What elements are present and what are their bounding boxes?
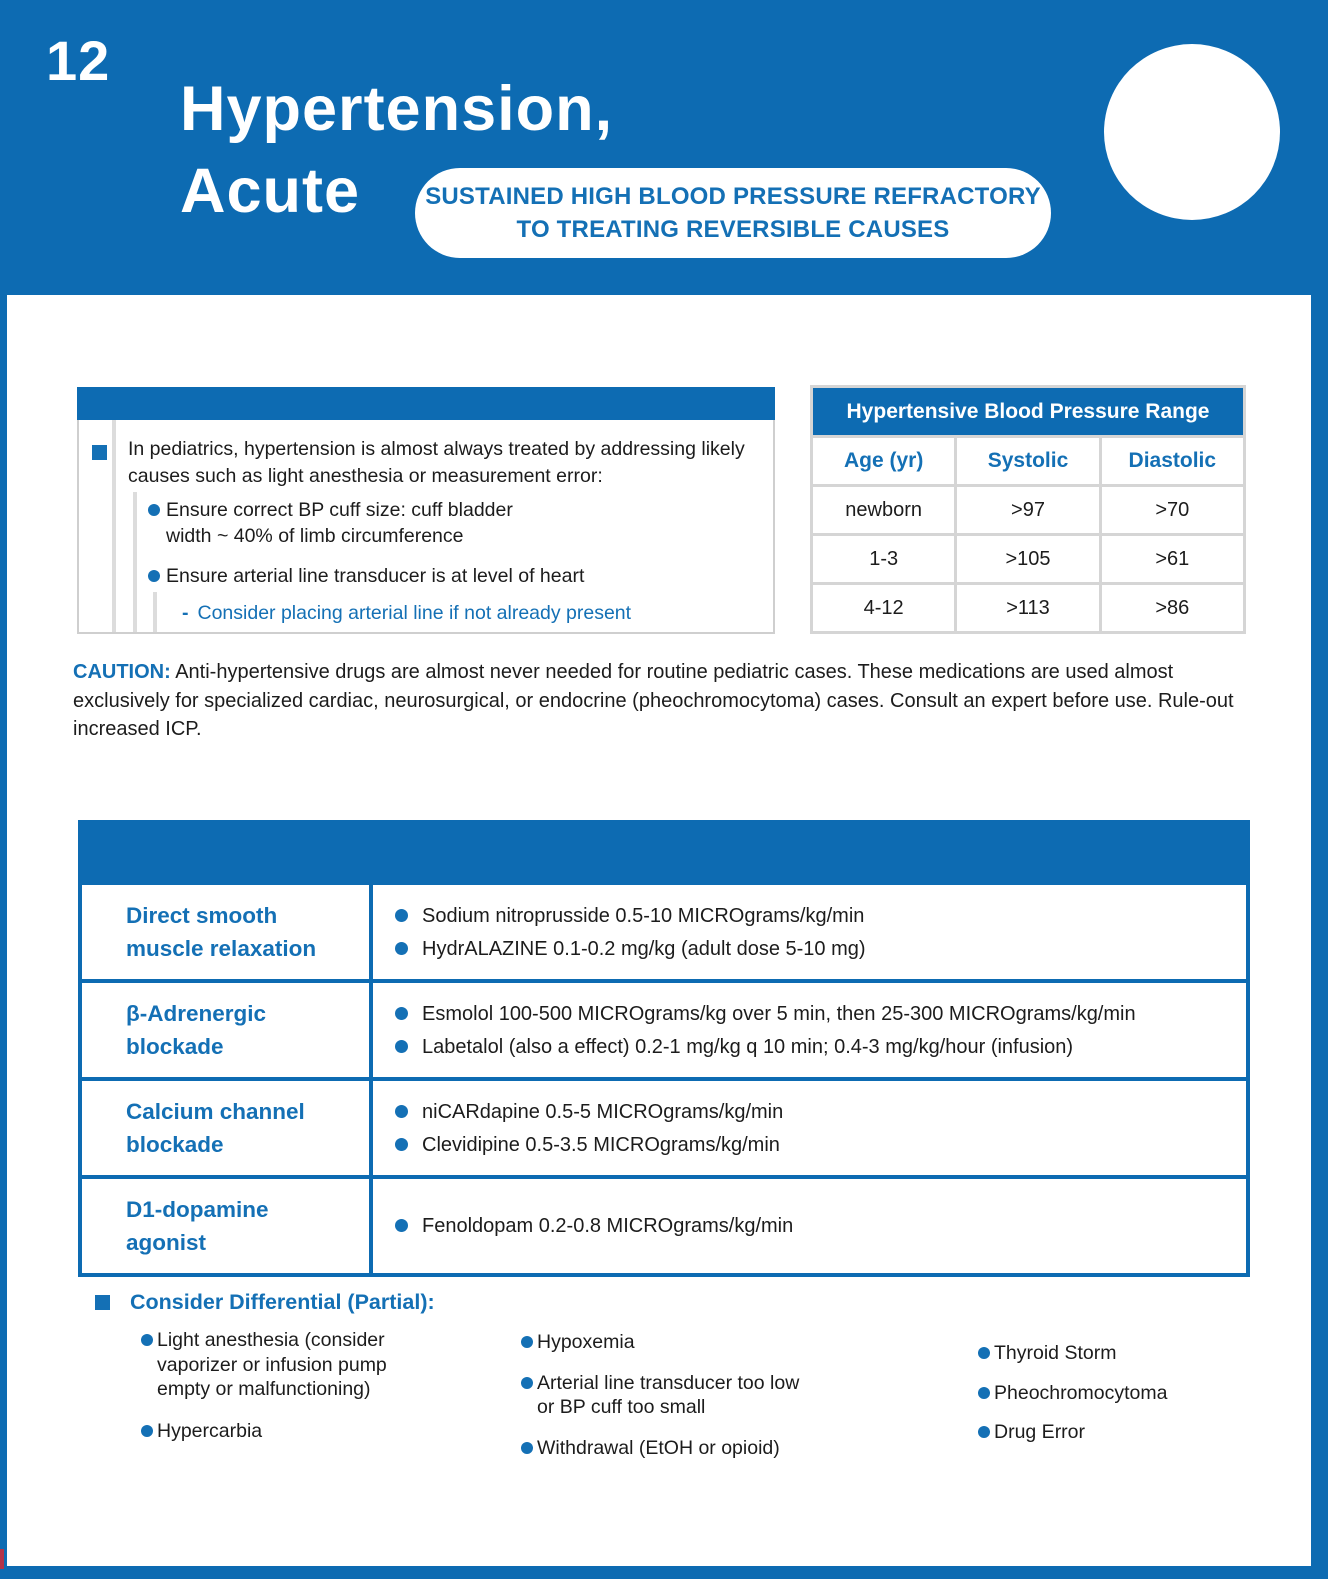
bullet-dot-icon — [521, 1377, 533, 1389]
header-band — [0, 0, 1328, 295]
bp-table-cell: >113 — [957, 585, 1098, 631]
bp-table-grid — [813, 438, 1243, 631]
bp-table-cell: >61 — [1102, 536, 1243, 582]
differential-item-text: Hypercarbia — [157, 1419, 263, 1442]
bullet-dot-icon — [521, 1336, 533, 1348]
intro-box-header-bar — [77, 387, 775, 420]
bullet-dot-icon — [521, 1442, 533, 1454]
caution-text: Anti-hypertensive drugs are almost never needed for routine pediatric cases. These medications are used almost exclusively for specialized cardiac, neurosurgical, or endocrine (pheochromocytoma) cases. Consult an expert before use. Rule-out increased ICP. — [73, 661, 1234, 740]
list-item — [978, 1341, 1258, 1366]
drug-text: Clevidipine 0.5-3.5 MICROgrams/kg/min — [422, 1133, 780, 1156]
list-item — [395, 1099, 1226, 1125]
table-row — [82, 979, 1246, 1077]
differential-column-1 — [141, 1328, 406, 1443]
list-item — [141, 1419, 406, 1444]
differential-column-3 — [978, 1341, 1258, 1445]
list-item — [141, 1328, 406, 1402]
differential-column-2 — [521, 1330, 811, 1460]
drug-text: Labetalol (also a effect) 0.2-1 mg/kg q 10 min; 0.4-3 mg/kg/hour (infusion) — [422, 1035, 1074, 1058]
drug-text: Sodium nitroprusside 0.5-10 MICROgrams/kg/min — [422, 904, 865, 927]
bullet-dot-icon — [395, 1219, 408, 1232]
indent-guide — [133, 492, 137, 632]
bp-col-header-age: Age (yr) — [813, 438, 954, 484]
bp-table-cell: >70 — [1102, 487, 1243, 533]
caution-label: CAUTION: — [73, 661, 171, 683]
drug-list — [373, 1179, 1246, 1273]
differential-item-text: Light anesthesia (consider vaporizer or infusion pump empty or malfunctioning) — [157, 1329, 387, 1400]
page-border-bottom — [0, 1566, 1328, 1579]
bp-table-cell: 4-12 — [813, 585, 954, 631]
indent-guide — [153, 592, 157, 632]
bp-col-header-diastolic: Diastolic — [1102, 438, 1243, 484]
bp-table-cell: >86 — [1102, 585, 1243, 631]
drug-table — [78, 820, 1250, 1277]
differential-item-text: Hypoxemia — [537, 1331, 635, 1353]
bullet-dot-icon — [978, 1426, 990, 1438]
bullet-dot-icon — [395, 942, 408, 955]
differential-item-text: Pheochromocytoma — [994, 1381, 1168, 1404]
red-tick-mark — [0, 1549, 4, 1569]
intro-box — [77, 387, 775, 634]
bp-table-cell: >105 — [957, 536, 1098, 582]
bullet-dot-icon — [978, 1387, 990, 1399]
sub-list-item — [182, 602, 631, 625]
drug-list — [373, 1081, 1246, 1175]
bullet-dot-icon — [141, 1334, 153, 1346]
bullet-dot-icon — [148, 504, 160, 516]
drug-text: Fenoldopam 0.2-0.8 MICROgrams/kg/min — [422, 1215, 794, 1237]
list-item — [395, 1034, 1226, 1060]
list-item — [148, 497, 513, 549]
differential-heading — [95, 1290, 435, 1315]
drug-category: Calcium channel blockade — [82, 1081, 373, 1175]
caution-paragraph — [73, 658, 1255, 744]
drug-category: D1-dopamine agonist — [82, 1179, 373, 1273]
list-item — [978, 1420, 1258, 1445]
drug-table-header-bar — [82, 824, 1246, 881]
list-item-line: Ensure correct BP cuff size: cuff bladder — [166, 499, 513, 521]
intro-box-body — [77, 420, 775, 634]
list-item — [395, 903, 1226, 929]
page-title-line1: Hypertension, — [180, 74, 614, 144]
bullet-dot-icon — [395, 1138, 408, 1151]
table-row — [82, 1175, 1246, 1273]
list-item — [395, 1213, 1226, 1239]
dash-bullet-icon: - — [182, 602, 189, 624]
bullet-dot-icon — [395, 1040, 408, 1053]
drug-category: β-Adrenergic blockade — [82, 983, 373, 1077]
page-border-right — [1311, 0, 1328, 1579]
differential-heading-text: Consider Differential (Partial): — [130, 1290, 435, 1314]
table-row — [82, 881, 1246, 979]
bp-range-table — [810, 385, 1246, 634]
drug-text: niCARdapine 0.5-5 MICROgrams/kg/min — [422, 1100, 784, 1123]
bullet-dot-icon — [395, 1105, 408, 1118]
page-number: 12 — [46, 29, 111, 92]
bp-col-header-systolic: Systolic — [957, 438, 1098, 484]
square-bullet-icon — [95, 1295, 110, 1310]
list-item-text — [166, 563, 584, 589]
subtitle-line2: TO TREATING REVERSIBLE CAUSES — [516, 216, 950, 243]
differential-item-text: Thyroid Storm — [994, 1342, 1117, 1364]
square-bullet-icon — [92, 445, 107, 460]
bp-table-cell: 1-3 — [813, 536, 954, 582]
page-border-left — [0, 0, 7, 1579]
drug-list — [373, 885, 1246, 979]
drug-text: Esmolol 100-500 MICROgrams/kg over 5 min, then 25-300 MICROgrams/kg/min — [422, 1002, 1136, 1025]
table-row — [82, 1077, 1246, 1175]
list-item-line: width ~ 40% of limb circumference — [166, 525, 464, 547]
bullet-dot-icon — [395, 1007, 408, 1020]
differential-item-text: Arterial line transducer too low or BP cuff too small — [537, 1371, 800, 1418]
list-item — [521, 1330, 811, 1355]
bp-table-cell: newborn — [813, 487, 954, 533]
header-circle-icon — [1104, 44, 1280, 220]
subtitle-pill — [415, 168, 1051, 258]
list-item-line: Ensure arterial line transducer is at level of heart — [166, 565, 585, 587]
page-title-line2: Acute — [180, 156, 361, 226]
list-item — [395, 1132, 1226, 1158]
list-item-text — [166, 497, 513, 549]
intro-main-text: In pediatrics, hypertension is almost always treated by addressing likely causes such as light anesthesia or measurement error: — [128, 438, 745, 487]
bullet-dot-icon — [978, 1347, 990, 1359]
differential-item-text: Withdrawal (EtOH or opioid) — [537, 1436, 780, 1459]
differential-item-text: Drug Error — [994, 1421, 1086, 1443]
drug-text: HydrALAZINE 0.1-0.2 mg/kg (adult dose 5-10 mg) — [422, 937, 866, 960]
indent-guide — [112, 420, 116, 632]
sub-list-item-text: Consider placing arterial line if not already present — [197, 602, 632, 624]
bp-table-title: Hypertensive Blood Pressure Range — [813, 388, 1243, 435]
list-item — [395, 1001, 1226, 1027]
list-item — [978, 1381, 1258, 1406]
list-item — [148, 563, 584, 589]
bullet-dot-icon — [141, 1425, 153, 1437]
drug-category: Direct smooth muscle relaxation — [82, 885, 373, 979]
list-item — [395, 936, 1226, 962]
drug-list — [373, 983, 1246, 1077]
bullet-dot-icon — [395, 909, 408, 922]
subtitle-line1: SUSTAINED HIGH BLOOD PRESSURE REFRACTORY — [425, 183, 1041, 210]
list-item — [521, 1436, 811, 1461]
bp-table-cell: >97 — [957, 487, 1098, 533]
bullet-dot-icon — [148, 570, 160, 582]
list-item — [521, 1371, 811, 1420]
